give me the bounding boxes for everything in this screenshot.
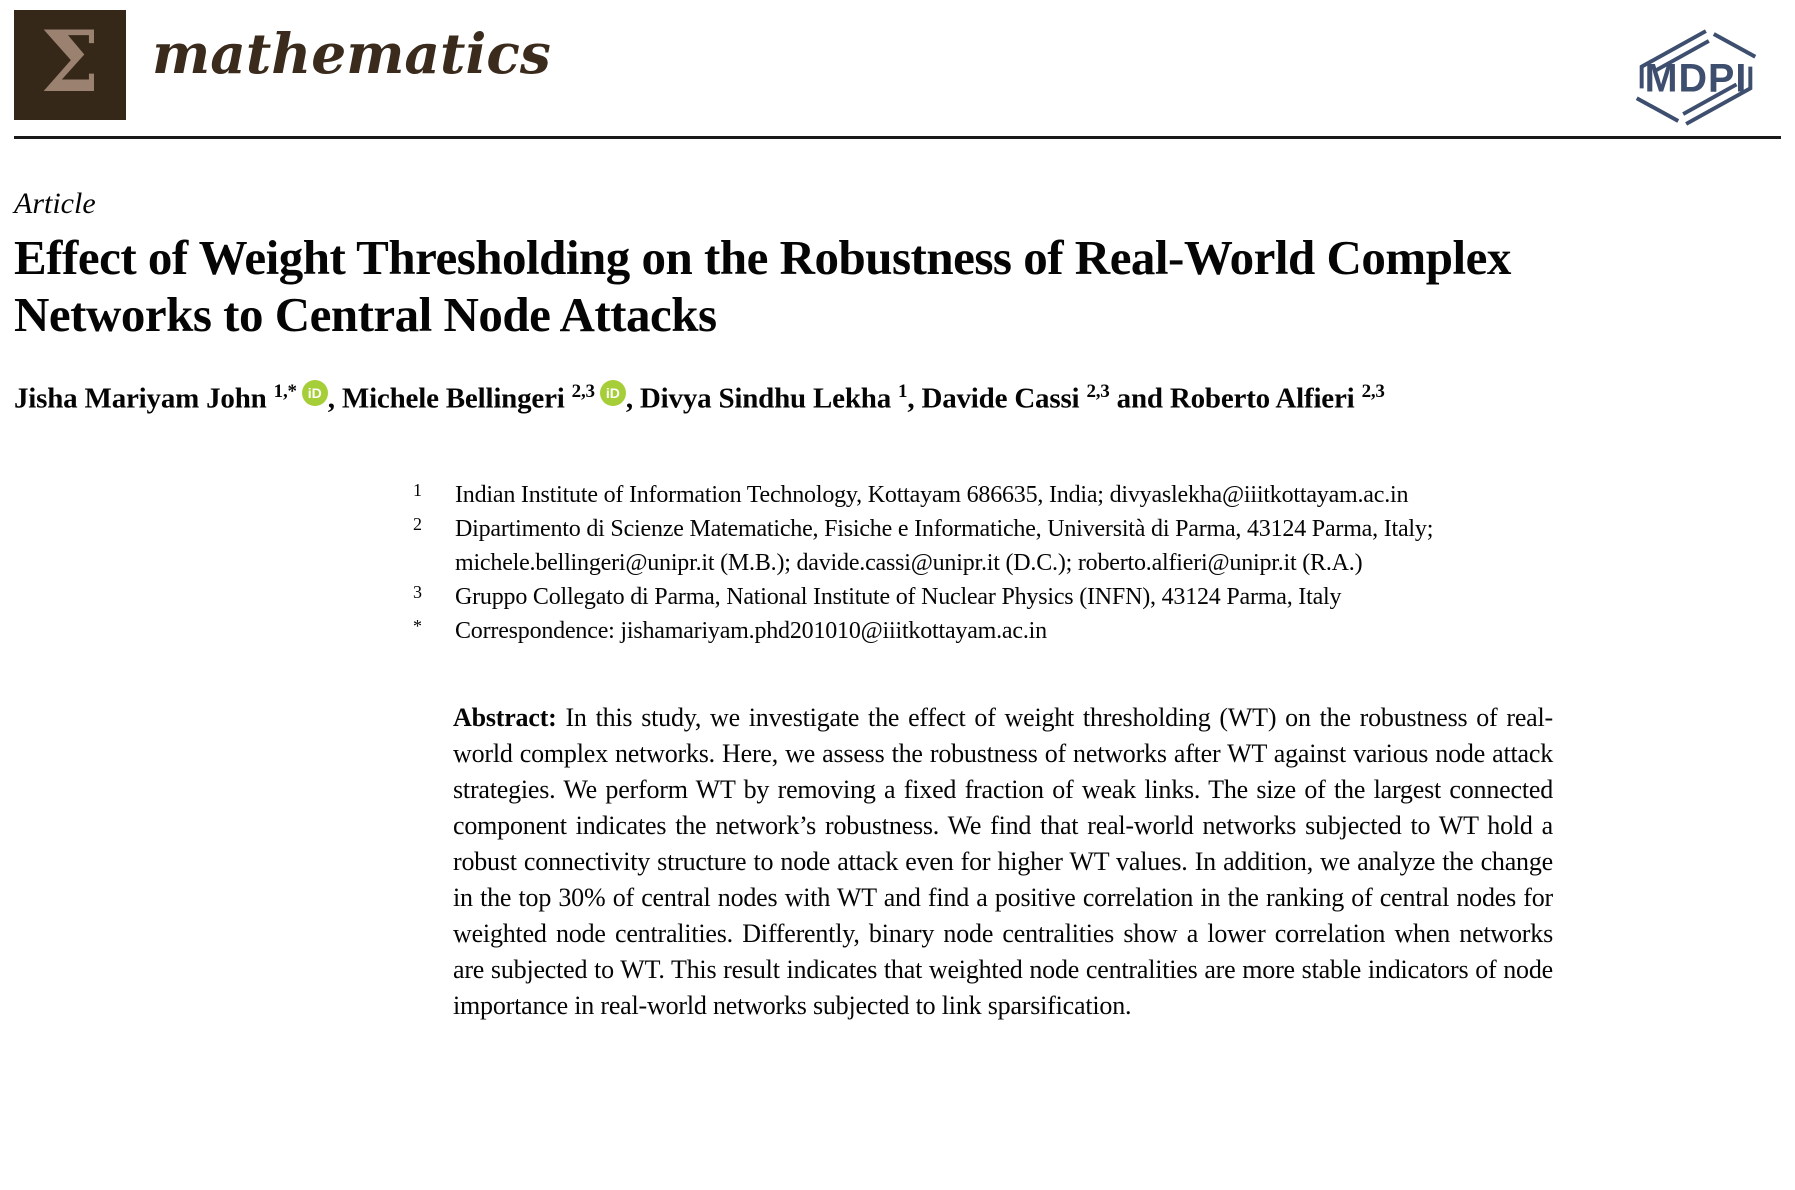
affiliation-item (413, 614, 1553, 648)
affiliation-list (413, 478, 1553, 648)
mdpi-hexagon-icon (1615, 26, 1777, 129)
affiliation-item (413, 478, 1553, 512)
author-affiliation-sup: 2,3 (571, 380, 595, 402)
journal-brand (14, 10, 551, 120)
article-type-label: Article (14, 187, 96, 220)
author-affiliation-sup: 1,* (273, 380, 297, 402)
affiliation-text: Indian Institute of Information Technology, Kottayam 686635, India; divyaslekha@iiitkottayam.ac.in (455, 482, 1409, 508)
sigma-icon: Σ (40, 12, 100, 111)
author-line: Jisha Mariyam John $^{1,*}$ iD , Michele Bellingeri $^{2,3}$ iD , Divya Sindhu Lekha $^1$, Davide Cassi $^{2,3}$ and Roberto Alfieri $^{2,3}$ (14, 380, 1385, 415)
affiliation-item (413, 580, 1553, 614)
affiliation-text: Gruppo Collegato di Parma, National Institute of Nuclear Physics (INFN), 43124 Parma, Italy (455, 584, 1342, 610)
affiliation-marker: 2 (413, 514, 422, 534)
affiliation-marker: 3 (413, 582, 422, 602)
affiliation-text: Dipartimento di Scienze Matematiche, Fisiche e Informatiche, Università di Parma, 43124 Parma, Italy; michele.bellingeri@unipr.it (M.B.); davide.cassi@unipr.it (D.C.); roberto.alfieri@unipr.it (R.A.) (455, 516, 1434, 576)
affiliation-marker: 1 (413, 480, 422, 500)
abstract-paragraph (453, 700, 1553, 1024)
orcid-icon[interactable]: iD (302, 380, 328, 406)
author-affiliation-sup: 2,3 (1361, 380, 1385, 402)
affiliation-text: Correspondence: jishamariyam.phd201010@iiitkottayam.ac.in (455, 618, 1047, 644)
journal-header (14, 0, 1781, 139)
paper-title: Effect of Weight Thresholding on the Robustness of Real-World Complex Networks to Central Node Attacks (14, 230, 1511, 342)
mdpi-wordmark: MDPI (1644, 56, 1748, 101)
abstract-label: Abstract: (453, 703, 557, 732)
journal-name: mathematics (152, 20, 551, 86)
abstract-text: In this study, we investigate the effect of weight thresholding (WT) on the robustness of real-world complex networks. Here, we assess the robustness of networks after WT against various node attack strategies. We perform WT by removing a fixed fraction of weak links. The size of the largest connected component indicates the network’s robustness. We find that real-world networks subjected to WT hold a robust connectivity structure to node attack even for higher WT values. In addition, we analyze the change in the top 30% of central nodes with WT and find a positive correlation in the ranking of central nodes for weighted node centralities. Differently, binary node centralities show a lower correlation when networks are subjected to WT. This result indicates that weighted node centralities are more stable indicators of node importance in real-world networks subjected to link sparsification. (453, 703, 1553, 1020)
mathematics-logo (14, 10, 126, 120)
author-affiliation-sup: 2,3 (1086, 380, 1110, 402)
author-affiliation-sup: 1 (898, 380, 908, 402)
mdpi-logo (1615, 26, 1777, 134)
affiliation-marker: * (413, 616, 422, 636)
affiliation-item (413, 512, 1553, 580)
orcid-icon[interactable]: iD (600, 380, 626, 406)
